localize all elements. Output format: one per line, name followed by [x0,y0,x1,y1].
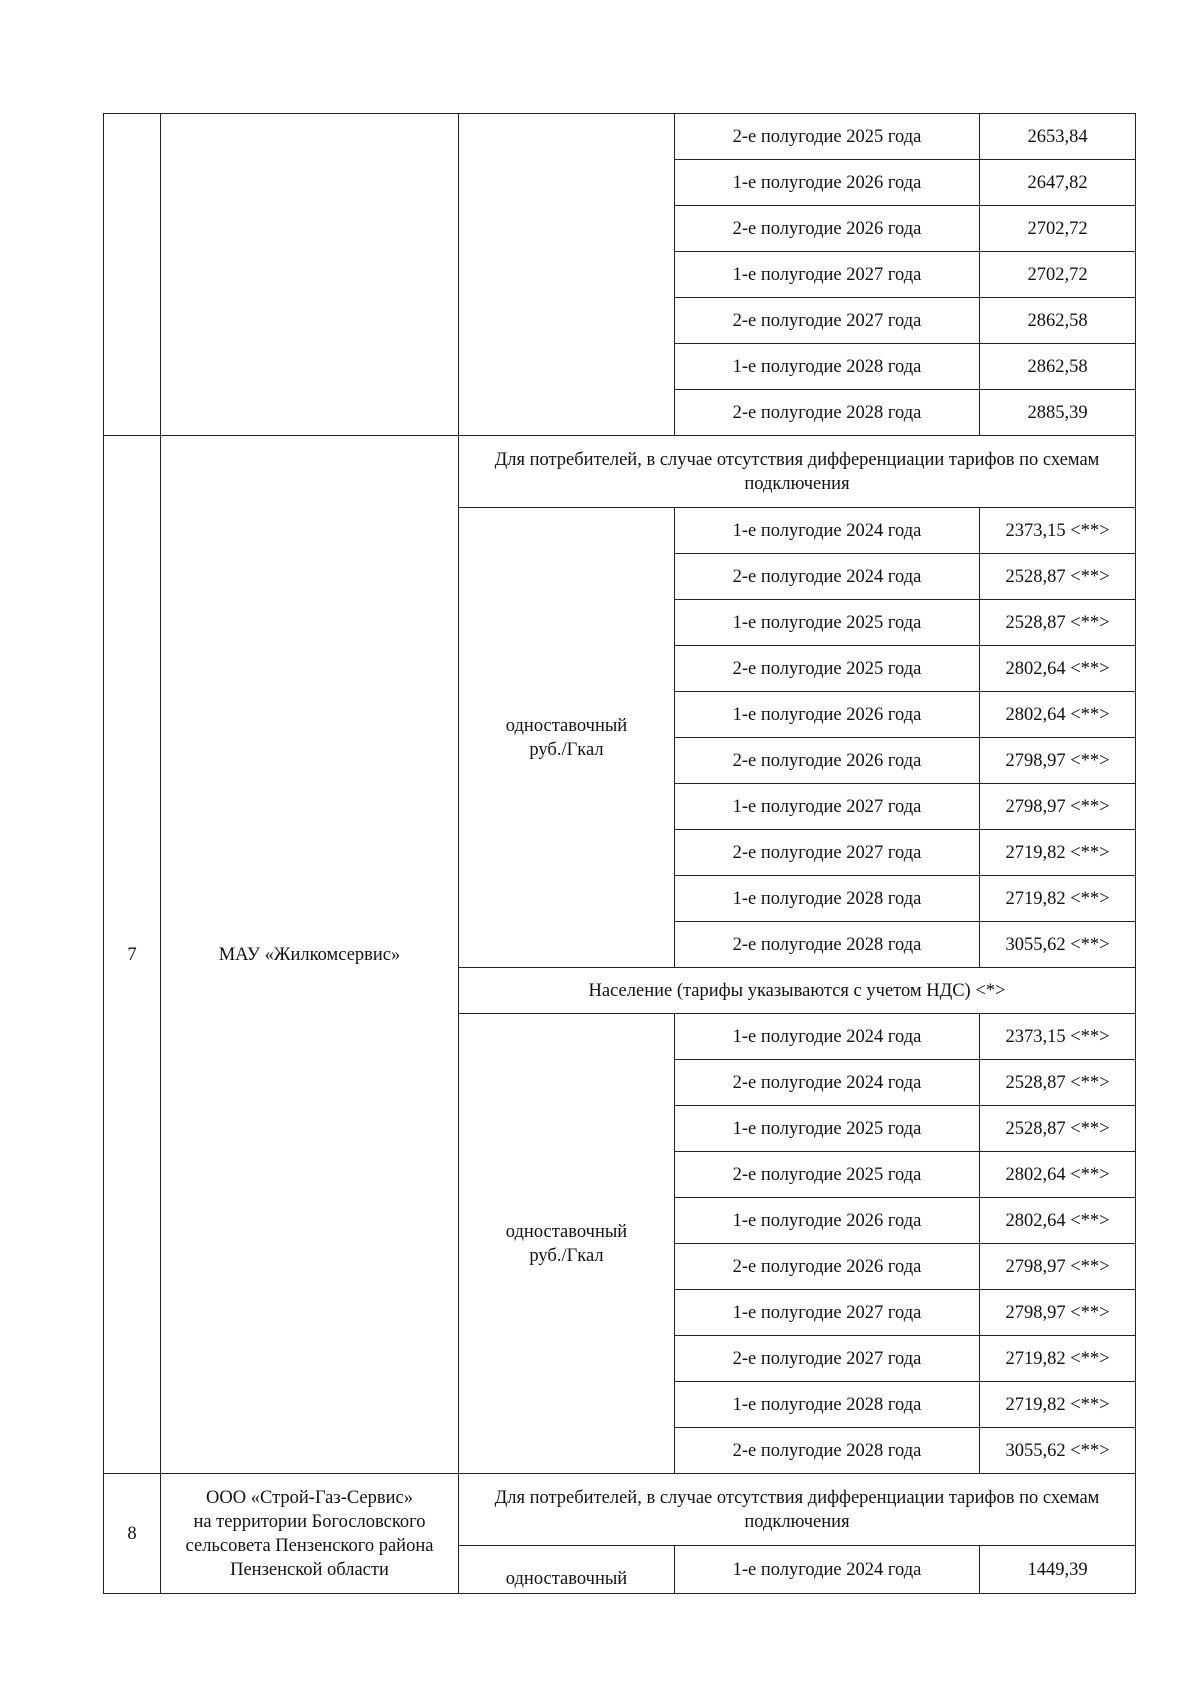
section-header-row [104,1474,1136,1546]
period-cell: 2-е полугодие 2025 года [675,646,980,692]
number-cell [104,114,161,436]
period-cell: 2-е полугодие 2024 года [675,554,980,600]
period-cell: 1-е полугодие 2027 года [675,252,980,298]
period-cell: 1-е полугодие 2024 года [675,1546,980,1594]
value-cell: 2528,87 <**> [980,554,1136,600]
section-header: Население (тарифы указываются с учетом НДС) <*> [459,968,1136,1014]
value-cell: 2719,82 <**> [980,830,1136,876]
period-cell: 1-е полугодие 2028 года [675,344,980,390]
value-cell: 2719,82 <**> [980,1336,1136,1382]
rate-type-cell [459,508,675,968]
section-header: Для потребителей, в случае отсутствия дифференциации тарифов по схемам подключения [459,436,1136,508]
value-cell: 2373,15 <**> [980,508,1136,554]
tariff-table-body [104,114,1136,1594]
period-cell: 1-е полугодие 2025 года [675,1106,980,1152]
value-cell: 2798,97 <**> [980,784,1136,830]
period-cell: 2-е полугодие 2027 года [675,830,980,876]
value-cell: 2802,64 <**> [980,1198,1136,1244]
table-row [104,114,1136,160]
value-cell: 2528,87 <**> [980,600,1136,646]
value-cell: 2702,72 [980,252,1136,298]
period-cell: 1-е полугодие 2024 года [675,508,980,554]
period-cell: 1-е полугодие 2028 года [675,876,980,922]
value-cell: 2528,87 <**> [980,1106,1136,1152]
rate-type-cell [459,1014,675,1474]
period-cell: 1-е полугодие 2028 года [675,1382,980,1428]
period-cell: 2-е полугодие 2026 года [675,1244,980,1290]
value-cell: 2719,82 <**> [980,876,1136,922]
period-cell: 2-е полугодие 2026 года [675,206,980,252]
organization-name-line: Пензенской области [230,1559,389,1580]
value-cell: 2802,64 <**> [980,646,1136,692]
value-cell: 2798,97 <**> [980,738,1136,784]
period-cell: 1-е полугодие 2026 года [675,160,980,206]
period-cell: 2-е полугодие 2027 года [675,1336,980,1382]
period-cell: 2-е полугодие 2026 года [675,738,980,784]
period-cell: 1-е полугодие 2026 года [675,692,980,738]
value-cell: 2798,97 <**> [980,1244,1136,1290]
rate-type-cell [459,114,675,436]
value-cell: 2373,15 <**> [980,1014,1136,1060]
value-cell: 3055,62 <**> [980,1428,1136,1474]
value-cell: 2802,64 <**> [980,692,1136,738]
period-cell: 2-е полугодие 2028 года [675,922,980,968]
period-cell: 2-е полугодие 2024 года [675,1060,980,1106]
value-cell: 2862,58 [980,344,1136,390]
number-cell: 8 [104,1474,161,1594]
value-cell: 1449,39 [980,1546,1136,1594]
period-cell: 1-е полугодие 2027 года [675,784,980,830]
value-cell: 2885,39 [980,390,1136,436]
section-header: Для потребителей, в случае отсутствия дифференциации тарифов по схемам подключения [459,1474,1136,1546]
value-cell: 2719,82 <**> [980,1382,1136,1428]
organization-name-line: сельсовета Пензенского района [185,1535,434,1556]
period-cell: 2-е полугодие 2027 года [675,298,980,344]
section-header-row [104,436,1136,508]
value-cell: 2862,58 [980,298,1136,344]
organization-cell [161,114,459,436]
period-cell: 1-е полугодие 2026 года [675,1198,980,1244]
value-cell: 2802,64 <**> [980,1152,1136,1198]
number-cell: 7 [104,436,161,1474]
value-cell: 2798,97 <**> [980,1290,1136,1336]
organization-name: МАУ «Жилкомсервис» [161,436,459,1474]
organization-name [161,1474,459,1594]
value-cell: 2702,72 [980,206,1136,252]
organization-name-line: ООО «Строй-Газ-Сервис» [206,1487,413,1508]
period-cell: 1-е полугодие 2025 года [675,600,980,646]
period-cell: 2-е полугодие 2025 года [675,1152,980,1198]
period-cell: 2-е полугодие 2028 года [675,1428,980,1474]
period-cell: 1-е полугодие 2024 года [675,1014,980,1060]
rate-unit: руб./Гкал [529,739,604,760]
period-cell: 1-е полугодие 2027 года [675,1290,980,1336]
period-cell: 2-е полугодие 2028 года [675,390,980,436]
rate-type: одноставочный [505,1221,628,1242]
period-cell: 2-е полугодие 2025 года [675,114,980,160]
rate-type-cell: одноставочный [459,1546,675,1594]
value-cell: 2528,87 <**> [980,1060,1136,1106]
value-cell: 2647,82 [980,160,1136,206]
rate-type: одноставочный [505,715,628,736]
tariff-table [103,113,1136,1594]
value-cell: 2653,84 [980,114,1136,160]
value-cell: 3055,62 <**> [980,922,1136,968]
rate-unit: руб./Гкал [529,1245,604,1266]
organization-name-line: на территории Богословского [193,1511,426,1532]
